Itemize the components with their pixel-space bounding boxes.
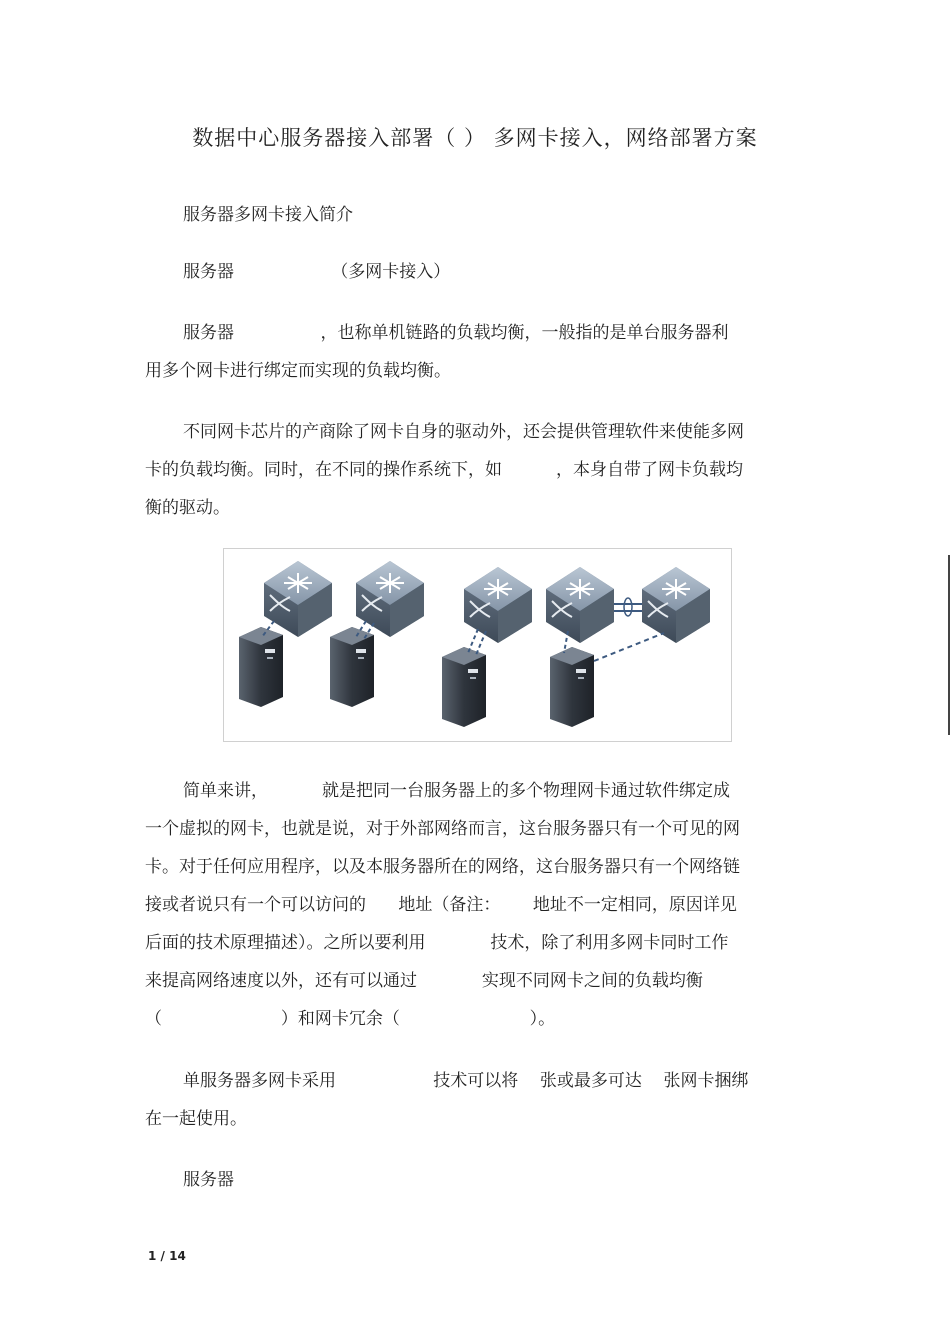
paragraph-3-line: 接或者说只有一个可以访问的 地址（备注： 地址不一定相同，原因详见	[145, 895, 737, 915]
paragraph-1-line: 用多个网卡进行绑定而实现的负载均衡。	[145, 361, 451, 381]
paragraph-2-line: 卡的负载均衡。同时，在不同的操作系统下，如 ，本身自带了网卡负载均	[145, 460, 744, 480]
document-title: 数据中心服务器接入部署（ ） 多网卡接入，网络部署方案	[192, 126, 758, 150]
paragraph-3-line: 后面的技术原理描述）。之所以要利用 技术，除了利用多网卡同时工作	[145, 933, 729, 953]
paragraph-3	[145, 772, 810, 1038]
server-icon	[550, 647, 594, 727]
paragraph-2-line: 衡的驱动。	[145, 498, 230, 518]
page-number: 1 / 14	[148, 1249, 186, 1263]
server-icon	[330, 627, 374, 707]
paragraph-3-line: 来提高网络速度以外，还有可以通过 实现不同网卡之间的负载均衡	[145, 971, 703, 991]
paragraph-3-line: 一个虚拟的网卡，也就是说，对于外部网络而言，这台服务器只有一个可见的网	[145, 819, 740, 839]
network-diagram	[224, 549, 731, 741]
paragraph-3-line: 简单来讲， 就是把同一台服务器上的多个物理网卡通过软件绑定成	[183, 781, 731, 801]
heading-intro: 服务器多网卡接入简介	[183, 205, 353, 225]
heading-end: 服务器	[183, 1170, 234, 1190]
paragraph-2-line: 不同网卡芯片的产商除了网卡自身的驱动外，还会提供管理软件来使能多网	[183, 422, 744, 442]
switch-icon	[642, 567, 710, 643]
heading-sub: 服务器 （多网卡接入）	[183, 262, 451, 282]
switch-icon	[464, 567, 532, 643]
switch-icon	[546, 567, 614, 643]
paragraph-4	[145, 1062, 810, 1138]
paragraph-4-line: 在一起使用。	[145, 1109, 247, 1129]
nic-teaming-figure	[223, 548, 732, 742]
server-icon	[239, 627, 283, 707]
link-line	[468, 629, 478, 653]
aggregation-ring-icon	[624, 598, 632, 616]
paragraph-4-line: 单服务器多网卡采用 技术可以将 张或最多可达 张网卡捆绑	[183, 1071, 749, 1091]
paragraph-1-line: 服务器 ，也称单机链路的负载均衡，一般指的是单台服务器利	[183, 323, 729, 343]
switch-icon	[264, 561, 332, 637]
link-line	[476, 631, 486, 655]
paragraph-1	[145, 314, 810, 390]
paragraph-3-line: 卡。对于任何应用程序，以及本服务器所在的网络，这台服务器只有一个网络链	[145, 857, 740, 877]
paragraph-2	[145, 413, 810, 527]
switch-icon	[356, 561, 424, 637]
server-icon	[442, 647, 486, 727]
paragraph-3-line: （ ）和网卡冗余（ ）。	[145, 1009, 556, 1029]
link-line	[594, 633, 664, 661]
